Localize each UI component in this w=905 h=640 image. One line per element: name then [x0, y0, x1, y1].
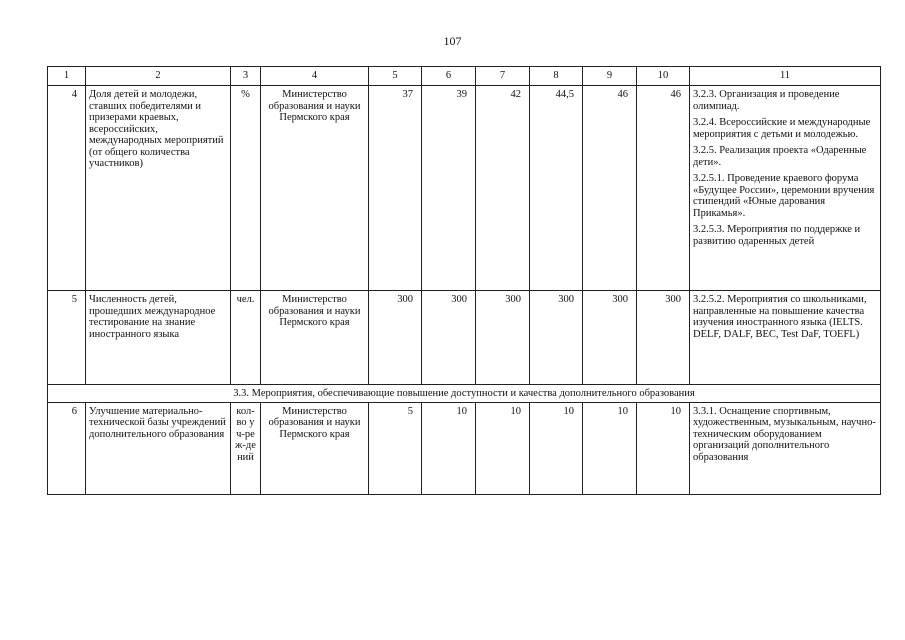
- measure-item: 3.2.5.2. Мероприятия со школьниками, направленные на повышение качества изучения иностранного языка (IELTS. DELF, DALF, BEC, Test DaF, TOEFL): [693, 294, 867, 340]
- header-cell: 3: [231, 67, 261, 86]
- measure-item: 3.2.3. Организация и проведение олимпиад.: [693, 89, 840, 112]
- indicators-table: [47, 66, 881, 495]
- table-row: [48, 86, 881, 291]
- header-cell: 11: [690, 67, 881, 86]
- header-cell: 1: [48, 67, 86, 86]
- header-cell: 4: [261, 67, 369, 86]
- unit-cell: кол-во уч-реж-дений: [231, 402, 261, 494]
- value-cell: 10: [422, 402, 476, 494]
- value-cell: 5: [369, 402, 422, 494]
- value-cell: 39: [422, 86, 476, 291]
- section-row: [48, 385, 881, 403]
- value-cell: 300: [369, 291, 422, 385]
- unit-cell: %: [231, 86, 261, 291]
- value-cell: 10: [583, 402, 637, 494]
- measure-item: 3.2.5.1. Проведение краевого форума «Будущее России», церемонии вручения стипендий «Юные дарования Прикамья».: [693, 173, 875, 219]
- value-cell: 46: [637, 86, 690, 291]
- value-cell: 300: [637, 291, 690, 385]
- value-cell: 10: [476, 402, 530, 494]
- value-cell: 10: [530, 402, 583, 494]
- header-cell: 8: [530, 67, 583, 86]
- measure-item: 3.2.4. Всероссийские и международные мероприятия с детьми и молодежью.: [693, 117, 871, 140]
- measure-item: 3.3.1. Оснащение спортивным, художественным, музыкальным, научно-техническим оборудованием организаций дополнительного образования: [693, 405, 876, 463]
- row-number: 4: [48, 86, 86, 291]
- measure-item: 3.2.5.3. Мероприятия по поддержке и развитию одаренных детей: [693, 224, 861, 247]
- measures-cell: [690, 291, 881, 385]
- header-cell: 5: [369, 67, 422, 86]
- value-cell: 10: [637, 402, 690, 494]
- row-number: 6: [48, 402, 86, 494]
- value-cell: 46: [583, 86, 637, 291]
- header-cell: 7: [476, 67, 530, 86]
- value-cell: 42: [476, 86, 530, 291]
- measures-cell: [690, 86, 881, 291]
- measures-cell: [690, 402, 881, 494]
- value-cell: 44,5: [530, 86, 583, 291]
- ministry-cell: Министерство образования и науки Пермского края: [261, 86, 369, 291]
- indicator-cell: Улучшение материально-технической базы учреждений дополнительного образования: [86, 402, 231, 494]
- header-row: [48, 67, 881, 86]
- row-number: 5: [48, 291, 86, 385]
- indicator-cell: Доля детей и молодежи, ставших победителями и призерами краевых, всероссийских, международных мероприятий (от общего количества участников): [86, 86, 231, 291]
- section-title: 3.3. Мероприятия, обеспечивающие повышение доступности и качества дополнительного образования: [48, 385, 881, 403]
- table-row: [48, 291, 881, 385]
- value-cell: 300: [476, 291, 530, 385]
- ministry-cell: Министерство образования и науки Пермского края: [261, 291, 369, 385]
- header-cell: 9: [583, 67, 637, 86]
- value-cell: 37: [369, 86, 422, 291]
- ministry-cell: Министерство образования и науки Пермского края: [261, 402, 369, 494]
- value-cell: 300: [530, 291, 583, 385]
- unit-cell: чел.: [231, 291, 261, 385]
- header-cell: 2: [86, 67, 231, 86]
- indicator-cell: Численность детей, прошедших международное тестирование на знание иностранного языка: [86, 291, 231, 385]
- page-number: 107: [443, 34, 462, 48]
- measure-item: 3.2.5. Реализация проекта «Одаренные дети».: [693, 145, 867, 168]
- value-cell: 300: [422, 291, 476, 385]
- header-cell: 10: [637, 67, 690, 86]
- value-cell: 300: [583, 291, 637, 385]
- header-cell: 6: [422, 67, 476, 86]
- table-row: [48, 402, 881, 494]
